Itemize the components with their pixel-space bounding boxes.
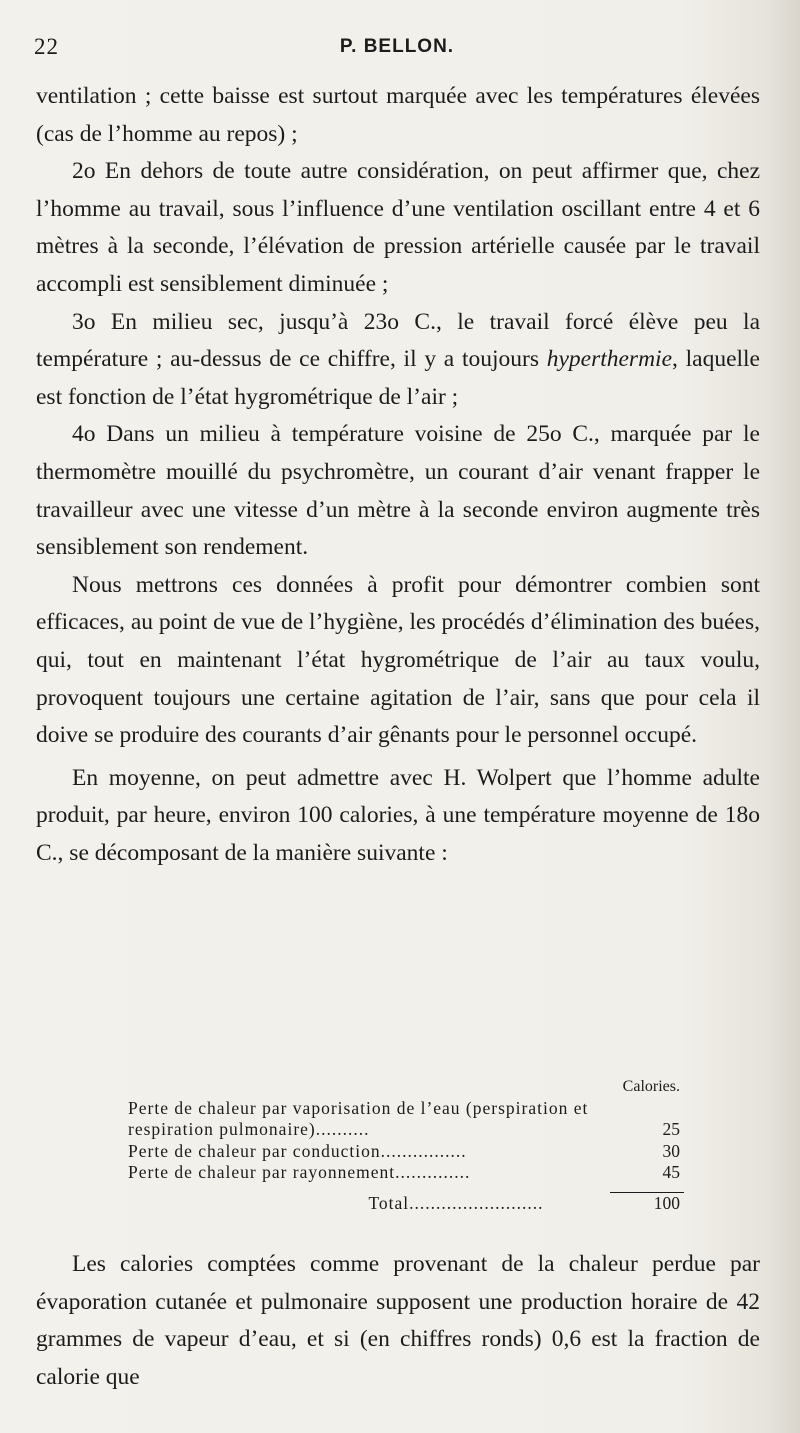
- table-total-label: Total.........................: [368, 1192, 544, 1213]
- paragraph-hygiene: Nous mettrons ces données à profit pour démontrer combien sont efficaces, au point de vue de l’hygiène, les procédés d’élimination des buées, qui, tout en maintenant l’état hygrométrique de l’air au taux voulu, provoquent toujours une certaine agitation de l’air, sans que pour cela il doive se produire des courants d’air gênants pour le personnel occupé.: [36, 571, 760, 749]
- paragraph-point-3: [36, 304, 760, 417]
- paragraph-point-4: 4o Dans un milieu à température voisine de 25o C., marquée par le thermomètre mouillé du psychromètre, un courant d’air venant frapper le travailleur avec une vitesse d’un mètre à la seconde environ augmente très sensiblement son rendement.: [36, 421, 760, 561]
- table-row: [128, 1098, 684, 1141]
- table-total-row: [128, 1193, 684, 1215]
- calories-table: [128, 1076, 684, 1214]
- table-row-value: 30: [662, 1140, 680, 1161]
- table-row-value: 45: [662, 1162, 680, 1182]
- table-row-label: Perte de chaleur par vaporisation de l’eau (perspiration et respiration pulmonaire)..........: [128, 1097, 589, 1139]
- paragraph-closing: Les calories comptées comme provenant de la chaleur perdue par évaporation cutanée et pulmonaire supposent une production horaire de 42 grammes de vapeur d’eau, et si (en chiffres ronds) 0,6 est la fraction de calorie que: [36, 1251, 760, 1390]
- page-header: [34, 34, 760, 62]
- table-row: [128, 1141, 684, 1163]
- main-text: [36, 78, 760, 872]
- table-column-header: Calories.: [622, 1078, 680, 1095]
- paragraph-point-2: 2o En dehors de toute autre considération, on peut affirmer que, chez l’homme au travail, sous l’influence d’une ventilation oscillant entre 4 et 6 mètres à la seconde, l’élévation de pression artérielle causée par le travail accompli est sensiblement diminuée ;: [36, 158, 760, 297]
- running-head: P. BELLON.: [339, 36, 455, 57]
- page-number: 22: [34, 34, 59, 59]
- point-3-text-b: , laquelle est fonction de l’état hygrométrique de l’air ;: [36, 346, 760, 410]
- closing-text: [36, 1246, 760, 1396]
- table-row-label: Perte de chaleur par rayonnement..............: [128, 1162, 471, 1182]
- point-3-text-a: 3o En milieu sec, jusqu’à 23o C., le travail forcé élève peu la température ; au-dessus de ce chiffre, il y a toujours: [36, 308, 760, 373]
- point-3-italic-term: hyperthermie: [546, 346, 673, 373]
- table-total-value: 100: [653, 1192, 680, 1213]
- table-row-value: 25: [662, 1119, 680, 1139]
- table-row: [128, 1162, 684, 1184]
- paragraph-wolpert: En moyenne, on peut admettre avec H. Wolpert que l’homme adulte produit, par heure, environ 100 calories, à une température moyenne de 18o C., se décomposant de la manière suivante :: [36, 764, 760, 866]
- table-row-label: Perte de chaleur par conduction................: [128, 1140, 467, 1161]
- paragraph-continued: ventilation ; cette baisse est surtout marquée avec les températures élevées (cas de l’homme au repos) ;: [36, 83, 760, 147]
